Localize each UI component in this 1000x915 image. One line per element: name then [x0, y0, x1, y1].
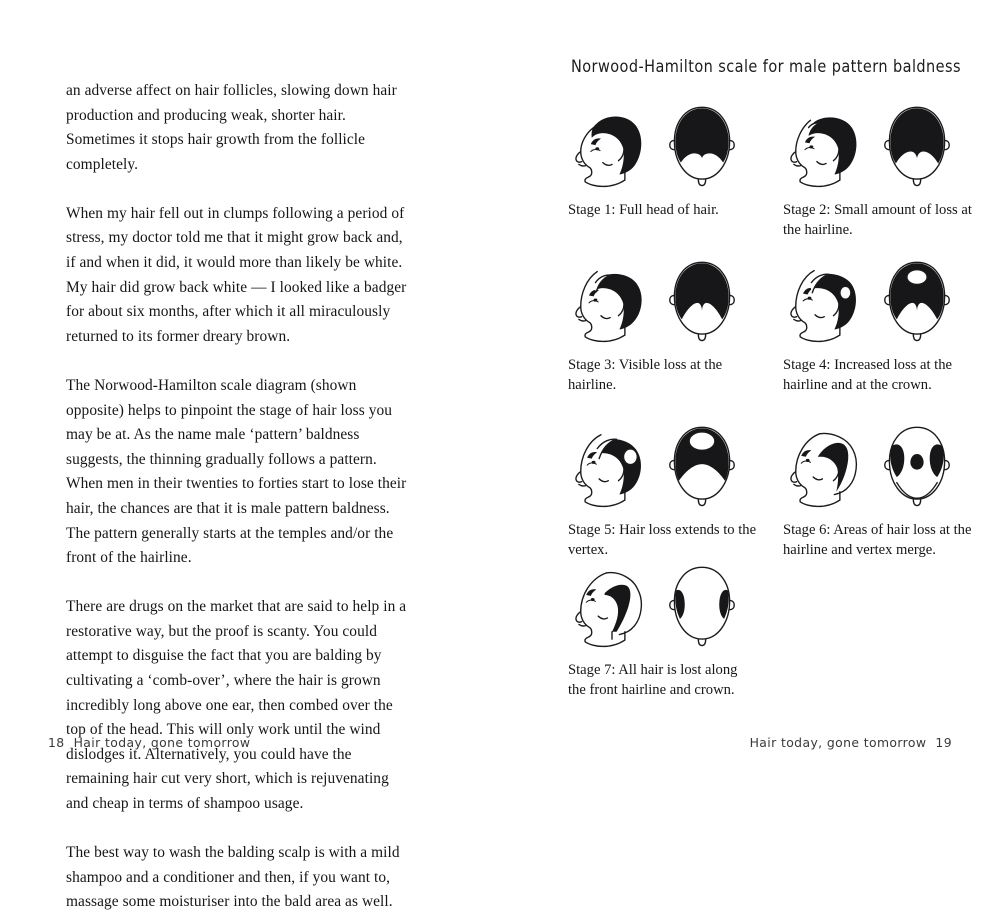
stage-4-profile-head-icon	[781, 255, 873, 347]
stage-1-caption: Stage 1: Full head of hair.	[568, 202, 719, 218]
right-page-number: 19	[935, 735, 952, 750]
stage-7-profile-head-icon	[566, 560, 658, 652]
left-page-number: 18	[48, 735, 65, 750]
stage-1-cell	[564, 100, 779, 255]
stage-4-figures	[779, 255, 994, 347]
right-running-head: Hair today, gone tomorrow	[749, 735, 927, 750]
stage-6-profile-head-icon	[781, 420, 873, 512]
stage-2-caption: Stage 2: Small amount of loss at the hairline.	[783, 202, 972, 238]
stage-3-caption: Stage 3: Visible loss at the hairline.	[568, 357, 723, 393]
stage-7-cell	[564, 560, 779, 700]
body-paragraph: There are drugs on the market that are said to help in a restorative way, but the proof is scanty. You could attempt to disguise the fact that you are balding by cultivating a ‘comb-over’, where the hair is grown incredibly long above one ear, then combed over the top of the head. This will only work until the wind dislodges it. Alternatively, you could have the remaining hair cut very short, which is rejuvenating and cheap in terms of shampoo usage.	[66, 598, 407, 812]
stage-5-cell	[564, 420, 779, 560]
stage-2-cell	[779, 100, 994, 255]
stage-6-figures	[779, 420, 994, 512]
stage-5-figures	[564, 420, 779, 512]
stage-2-figures	[779, 100, 994, 192]
stage-3-profile-head-icon	[566, 255, 658, 347]
stage-4-cell	[779, 255, 994, 420]
stage-4-top-head-icon	[879, 255, 955, 347]
stage-1-figures	[564, 100, 779, 192]
stage-6-cell	[779, 420, 994, 560]
stage-row	[564, 420, 994, 560]
body-paragraph: When my hair fell out in clumps following a period of stress, my doctor told me that it might grow back and, if and when it did, it would more than likely be white. My hair did grow back white — I looked like a badger for about six months, after which it all miraculously returned to its former dreary brown.	[66, 204, 407, 345]
body-paragraph: The Norwood-Hamilton scale diagram (shown opposite) helps to pinpoint the stage of hair loss you may be at. As the name male ‘pattern’ baldness suggests, the thinning gradually follows a pattern. When men in their twenties to forties start to lose their hair, the chances are that it is male pattern baldness. The pattern generally starts at the temples and/or the front of the hairline.	[66, 376, 407, 567]
stage-5-caption: Stage 5: Hair loss extends to the vertex.	[568, 522, 757, 558]
stage-1-profile-head-icon	[566, 100, 658, 192]
left-page-footer	[48, 735, 250, 750]
stage-2-profile-head-icon	[781, 100, 873, 192]
stage-4-caption: Stage 4: Increased loss at the hairline and at the crown.	[783, 357, 952, 393]
stage-5-top-head-icon	[664, 420, 740, 512]
stage-6-top-head-icon	[879, 420, 955, 512]
norwood-hamilton-scale-grid	[564, 100, 994, 700]
right-page-footer	[750, 735, 952, 750]
stage-7-caption: Stage 7: All hair is lost along the front hairline and crown.	[568, 662, 738, 698]
stage-row	[564, 100, 994, 255]
body-paragraph: The best way to wash the balding scalp is with a mild shampoo and a conditioner and then, if you want to, massage some moisturiser into the bald area as well.	[66, 844, 400, 911]
left-running-head: Hair today, gone tomorrow	[73, 735, 251, 750]
stage-6-caption: Stage 6: Areas of hair loss at the hairline and vertex merge.	[783, 522, 972, 558]
stage-1-top-head-icon	[664, 100, 740, 192]
stage-3-figures	[564, 255, 779, 347]
diagram-title: Norwood-Hamilton scale for male pattern baldness	[571, 57, 961, 76]
stage-7-top-head-icon	[664, 560, 740, 652]
stage-3-cell	[564, 255, 779, 420]
stage-5-profile-head-icon	[566, 420, 658, 512]
stage-row	[564, 560, 994, 700]
stage-2-top-head-icon	[879, 100, 955, 192]
stage-7-figures	[564, 560, 779, 652]
right-page	[500, 0, 1000, 783]
left-page	[0, 0, 500, 911]
stage-3-top-head-icon	[664, 255, 740, 347]
stage-row	[564, 255, 994, 420]
body-paragraph: an adverse affect on hair follicles, slowing down hair production and producing weak, shorter hair. Sometimes it stops hair growth from the follicle completely.	[66, 82, 397, 173]
body-text-column	[66, 79, 414, 915]
empty-cell	[779, 560, 994, 700]
